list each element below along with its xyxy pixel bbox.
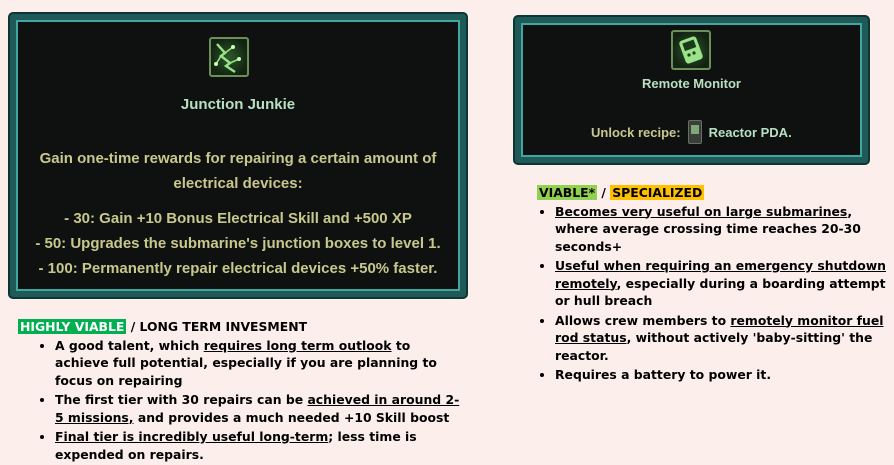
rating-badge-primary: HIGHLY VIABLE — [20, 319, 125, 334]
talent-tier-item: - 50: Upgrades the submarine's junction boxes to level 1. — [35, 235, 441, 252]
list-item: • A good talent, which requires long term outlook to achieve full potential, especially if you are planning to focus on repairing — [55, 337, 463, 390]
lightning-circuit-icon — [209, 37, 249, 77]
unlock-label: Unlock recipe: — [591, 124, 681, 140]
list-item: • Final tier is incredibly useful long-term; less time is expended on repairs. — [55, 428, 463, 463]
handheld-device-icon — [671, 30, 711, 70]
list-item: • Allows crew members to remotely monitor fuel rod status, without actively 'baby-sitting' the reactor. — [555, 312, 887, 365]
unlock-recipe-row — [591, 119, 792, 145]
rating-separator: / — [597, 185, 611, 200]
talent-title: Remote Monitor — [642, 76, 741, 91]
list-item: • Becomes very useful on large submarines, where average crossing time reaches 20-30 seconds+ — [555, 203, 887, 256]
evaluation-note-junction — [18, 318, 463, 465]
list-item: • Requires a battery to power it. — [555, 366, 887, 384]
evaluation-note-remote — [537, 184, 887, 386]
rating-line — [537, 184, 887, 202]
list-item: • The first tier with 30 repairs can be achieved in around 2-5 missions, and provides a much needed +10 Skill boost — [55, 391, 463, 426]
rating-line — [18, 318, 463, 336]
list-item: • Useful when requiring an emergency shutdown remotely, especially during a boarding attempt or hull breach — [555, 257, 887, 310]
rating-secondary: / LONG TERM INVESMENT — [126, 319, 308, 334]
unlock-item-name: Reactor PDA — [708, 124, 789, 140]
talent-tier-item: - 100: Permanently repair electrical devices +50% faster. — [38, 260, 438, 277]
talent-tier-list — [16, 206, 460, 281]
unlock-suffix: . — [788, 124, 792, 140]
rating-badge-secondary: SPECIALIZED — [612, 185, 703, 200]
talent-tier-item: - 30: Gain +10 Bonus Electrical Skill and +500 XP — [64, 210, 412, 227]
talent-description: Gain one-time rewards for repairing a certain amount of electrical devices: — [39, 150, 437, 192]
rating-badge-primary: VIABLE* — [539, 185, 596, 200]
bullet-list — [18, 337, 463, 464]
talent-card-junction-junkie — [10, 14, 466, 297]
pda-icon — [688, 120, 702, 144]
talent-card-remote-monitor — [515, 17, 868, 163]
talent-title: Junction Junkie — [180, 96, 296, 113]
bullet-list — [518, 203, 887, 384]
